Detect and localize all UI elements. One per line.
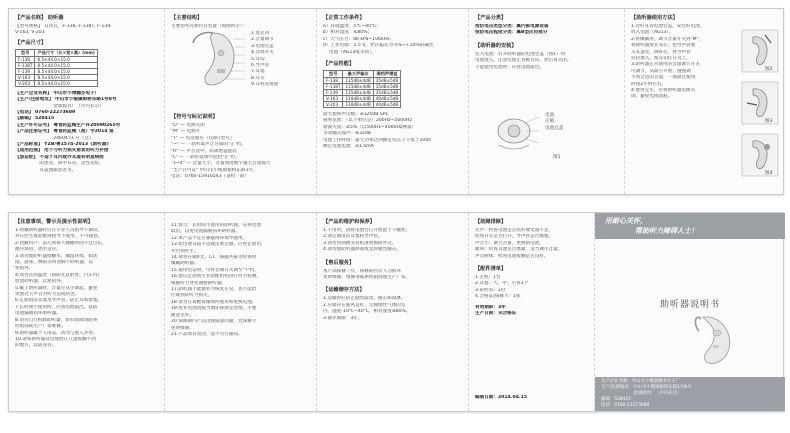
text-line: 疗或预防听力损失。	[171, 293, 213, 299]
text-line: 入耳道里，调好后，将导声管	[631, 49, 691, 55]
text-line: 声音断续：检查电池接触是否良好。	[475, 253, 549, 259]
text-line: 根据听力变化调整助听器。	[171, 280, 227, 286]
table-cell: V-163	[16, 74, 35, 80]
text-line: 并咨询医生。	[171, 248, 199, 254]
usage-steps	[631, 24, 739, 101]
company-info-block	[15, 91, 158, 174]
text-line: 放入电池（AG13）。	[631, 30, 674, 36]
text-line: 本产品保修一年，保修期内非人为损坏	[323, 268, 402, 274]
ear-figure-3-icon	[742, 134, 778, 176]
text-line: 【生产/注册地址】 中山市小榄镇银桥东路1号8号	[15, 97, 117, 103]
text-line: 6.定期清洁耳塞及导声管，防止耳垢堵塞。	[15, 298, 103, 304]
text-line: 2460473 号（注）	[15, 135, 94, 141]
text-line: 20.保修期内产品出现质量问题，凭保修卡	[171, 319, 257, 325]
panel-classification	[469, 9, 625, 194]
table-row	[324, 84, 401, 90]
accessories-heading: 【配件清单】	[475, 266, 507, 273]
text-line: 3.请勿使助听器接触水、潮湿环境，如洗	[15, 253, 98, 259]
panel-maintenance	[317, 213, 469, 411]
text-line: 【产品标准】 YZB/粤1574-2013《助听器》	[15, 142, 112, 148]
text-line: 21.产品如有改动，恕不另行通知。	[171, 331, 243, 337]
troubleshooting-heading: 【故障排除】	[475, 219, 507, 225]
panel-product-info	[9, 9, 165, 194]
table-row	[324, 78, 401, 84]
cover-slogan-1: 用耐心关怀，	[605, 217, 647, 225]
table-row	[324, 90, 401, 96]
text-line: 2.将佩戴用，调节音量开关到"M"，	[631, 36, 704, 42]
text-line: 将助听器放在耳后，把导声管塞	[631, 43, 696, 49]
table-cell: 8.5×44.0×15.0	[35, 56, 97, 62]
table-cell: 118dB±4dB	[343, 102, 373, 108]
size-table	[15, 49, 98, 87]
table-cell: F-138T	[324, 84, 343, 90]
text-line: 9.助听器属个人用品，请勿与他人共用。	[15, 330, 98, 336]
ear-figure-1-icon	[742, 30, 778, 72]
text-line: 突然过大声音对听力造成伤害。	[15, 292, 80, 298]
text-line: 4.使用完毕，应将助听器电源关	[631, 88, 696, 94]
text-line: "L" — 一款带低频中度档"正"档，	[171, 155, 241, 161]
text-line: 14.请勿在做X光、CT、核磁共振等检查时	[171, 255, 257, 261]
list-item: 8.开关	[251, 75, 265, 81]
performance-heading: 【产品性能】	[323, 61, 355, 68]
table-cell: V-203	[324, 102, 343, 108]
structure-heading: 【主要结构】	[171, 15, 203, 21]
text-line: 4.合格证/保修卡：1张	[475, 294, 521, 300]
text-line: "1~4" — 音量大小，音量刻度数字越大音量越大	[171, 161, 271, 167]
text-line: 16.建议定期到专业验配机构进行听力检测，	[171, 274, 261, 280]
text-line: 内，温度-10℃~40℃，相对湿度≤80%。	[323, 309, 411, 315]
edit-date-text: 编制日期：2014.04.15	[475, 394, 528, 400]
text-line: 耳道流脓患者等。	[15, 167, 77, 173]
text-line: 19.废弃电池请按当地环保规定处理，不要	[171, 306, 257, 312]
text-line: 8.请勿自行拆卸助听器，如有故障请联系	[15, 317, 98, 323]
performance-table	[323, 70, 401, 108]
text-line: 11.警告：长时间不使用的助听器，应将电池	[171, 223, 261, 228]
table-header-cell: 产品尺寸（长×宽×高）(mm)	[35, 49, 97, 56]
table-cell: 8.5×44.0×15.0	[35, 62, 97, 68]
text-line: 1.初戴助听器时应在专业人员指导下调试，	[15, 228, 103, 233]
panel-cover	[595, 213, 785, 411]
table-cell: F-139	[324, 90, 343, 96]
table-cell: 35dB±5dB	[373, 84, 401, 90]
usage-heading: 【助听器使用方法】	[631, 15, 678, 21]
text-line: 随意丢弃。	[171, 312, 194, 318]
hearing-aid-diagram-illustration	[183, 29, 245, 91]
table-cell: 35dB±5dB	[373, 90, 401, 96]
text-line: 2.耳塞：大、中、小各1个	[475, 281, 529, 287]
text-line: 1.运输时应防止剧烈震动、撞击和雨淋。	[323, 296, 406, 302]
table-header-row	[324, 71, 401, 78]
ear-usage-illustrations	[741, 29, 779, 179]
text-line: 的患者，如中耳炎、急性炎症、	[15, 161, 104, 167]
text-line: 无声：检查电池是否装好或电量不足，	[475, 228, 554, 233]
panel-precautions	[9, 213, 165, 411]
text-line: 电池漏液损坏助听器。	[15, 311, 61, 317]
table-header-row	[16, 49, 98, 56]
text-line: 佩戴助听器。	[171, 261, 199, 267]
text-line: 免费维修。	[171, 325, 194, 331]
model-spec-line: 【型号规格】 耳背式，F-138, F-138T, F-139,	[15, 24, 112, 29]
text-line: 4.请勿使助听器摔落或受到强烈撞击。	[323, 247, 401, 253]
text-line: 【适用范围】 用于与听力损失患者的听力补偿	[15, 148, 109, 154]
text-line: 3.说明书：1份	[475, 287, 506, 293]
production-date-text: 生产日期：见合格证	[475, 311, 517, 317]
storage-heading: 【运输储存方法】	[323, 287, 365, 294]
text-line: 金球模具厂（市内长宗）	[15, 103, 104, 109]
text-line: 免损坏。	[15, 266, 34, 272]
text-line: 放置助听器，以免损坏。	[15, 279, 66, 285]
table-row	[324, 102, 401, 108]
working-conditions-heading: 【正常工作条件】	[323, 15, 365, 21]
validity-text: 有效期限：3年	[475, 304, 506, 310]
text-line: "M" — 电源开	[171, 129, 201, 135]
text-line: 啸叫：检查耳塞是否塞紧，适当调小音量。	[475, 247, 563, 253]
table-cell: 8.5×44.0×15.0	[35, 74, 97, 80]
table-cell: 40dB±5dB	[373, 96, 401, 102]
text-line: 15.使用电话时，可将音调开关调至"T"档。	[171, 267, 259, 273]
list-item: 1.麦克风	[251, 31, 270, 36]
classification-heading: 【产品分类】	[475, 15, 507, 21]
text-line: 1.对好耳背电池仓盖，安装好电池，	[631, 24, 705, 29]
cover-company-line: 生产企业名称：中山市小榄镇腾杰电子厂	[601, 379, 681, 384]
text-line: 电池放入，注意电池正负极方向，然后再关闭。	[475, 58, 572, 64]
installation-heading: 【助听器的安装】	[475, 42, 517, 49]
list-item: 3.电池仓盖	[251, 43, 274, 49]
text-line: 谐波失真：≤5%（以500Hz~4000Hz测量）	[323, 124, 417, 130]
text-line: 18.请勿在易燃易爆场所使用和更换电池。	[171, 299, 257, 305]
battery-install-illustration	[489, 105, 539, 155]
figure-caption: 图4	[765, 171, 773, 176]
table-cell: V-203	[16, 80, 35, 86]
panel-warnings	[165, 213, 317, 411]
leaflet-sheet-top	[8, 8, 784, 195]
text-line: 1.不用时，请将电池仓打开放置于干燥处。	[323, 228, 411, 233]
panel-troubleshooting	[469, 213, 595, 411]
cover-phone-line: 电话：0760-22273689	[601, 403, 650, 408]
text-line: "T" — 电话感应（仅限T型号）	[171, 135, 235, 141]
table-cell: 35dB±5dB	[373, 78, 401, 84]
table-header-cell: 满档声增益	[373, 71, 401, 78]
text-line: 3.储存期限：3年。	[323, 315, 363, 321]
table-header-cell: 型号	[16, 49, 35, 56]
symbols-section	[171, 113, 310, 181]
structure-intro: 主要由外壳和传音装置（如图所示）：	[171, 24, 247, 29]
text-line: 13.如出现耳道不适或皮肤过敏，应停止使用，	[171, 242, 266, 248]
cover-bottom-band	[595, 377, 785, 411]
text-line: 按防电击类型分类：属内部电源设备	[475, 24, 549, 29]
text-line: 电池（AG13或等同）。	[323, 49, 376, 55]
text-line: 5.戴上助听器时，音量应从小调起，避免	[15, 285, 98, 291]
text-line: 额定电池电流：≤1.5mA	[323, 144, 374, 150]
text-line: 1.主机：1台	[475, 275, 501, 281]
text-line: 不能使用电池时，应将电池取出。	[475, 64, 544, 70]
text-line: 时间2小时左右。	[631, 81, 667, 87]
table-cell: F-138	[16, 56, 35, 62]
list-item: 2.音量调节	[251, 37, 274, 43]
text-line: 取出，以免电池漏液损坏助听器。	[171, 229, 240, 235]
text-line: 【生产许可证号】 粤食药监械生产许20090265号	[15, 122, 121, 128]
text-line: 闭，避免电池消耗。	[631, 94, 673, 100]
text-line: 检查开关是否打开，导声管是否堵塞。	[475, 234, 554, 240]
text-line: 按防电击程度分类：属B型应用部分	[475, 30, 548, 36]
text-line: 澡、游泳、淋雨等时请摘下助听器，以	[15, 260, 94, 266]
text-line: 最大饱和声压级：≤125dB SPL	[323, 112, 389, 118]
table-row	[324, 96, 401, 102]
text-line: c）大气压力：86 kPa~106kPa；	[323, 36, 394, 42]
list-item: 4.音调开关	[251, 50, 274, 56]
battery-callouts	[545, 113, 563, 132]
product-size-heading: 【产品尺寸】	[15, 39, 47, 46]
text-line: 循序渐进，逐步适应。	[15, 247, 61, 253]
text-line: 12.本产品不宜在强磁场环境中使用。	[171, 235, 248, 241]
text-line: 等效输入噪声：≤32dB	[323, 131, 371, 137]
cover-title: 助听器说明书	[659, 300, 720, 310]
callout-label: 正极	[545, 119, 555, 125]
text-line: 3.助听器正常使用的音量调节开关	[631, 62, 700, 68]
precautions-heading: 【注意事项、警示及提示性说明】	[15, 219, 93, 225]
maintenance-heading: 【产品的维护和保养】	[323, 219, 375, 225]
text-line: 经销商或生产厂家维修。	[15, 324, 66, 330]
table-header-cell: 最大声输出	[343, 71, 373, 78]
text-line: 【产品注册证号】 粤食药监械（准）字2014 第	[15, 129, 114, 135]
text-line: 【电话】 0760-22273689	[15, 110, 76, 116]
figure-caption: 图3	[765, 119, 773, 124]
model-spec-line-cont: V-163, V-203	[15, 30, 45, 36]
table-cell: 115dB±4dB	[343, 78, 373, 84]
text-line: 可调节，从最小开始，慢慢调	[631, 68, 691, 74]
text-line: 4.请勿在高温处（如阳光直射处、汽车内）	[15, 272, 103, 278]
text-line: b）相对湿度：≤80%；	[323, 30, 373, 36]
hearing-aid-product-illustration	[691, 311, 737, 367]
list-item: 7.耳塞	[251, 69, 265, 75]
text-line: d）工作电源：1.5 V，允许偏差为-5%~+10%的碱性	[323, 43, 434, 49]
callout-label: 电池仓盖	[545, 125, 564, 131]
ear-figure-2-icon	[742, 82, 778, 124]
cover-postcode-line: 邮编：528415	[601, 397, 631, 402]
text-line: 电池工作时间：最大功率达到额定电压下不低于200h	[323, 137, 432, 143]
text-line: 电话：0760-15916543（请检一联）	[171, 174, 250, 180]
parts-list	[251, 31, 278, 89]
table-cell: 115dB±4dB	[343, 90, 373, 96]
figure-caption: 图1	[553, 155, 561, 160]
cover-top-band	[595, 213, 785, 239]
figure-caption: 图2	[765, 67, 773, 72]
text-line: 2.请定期清洁耳塞和导声管。	[323, 234, 383, 240]
table-header-cell: 型号	[324, 71, 343, 78]
text-line: 3.请勿用酒精等有机溶剂擦拭外壳。	[323, 240, 397, 246]
panel-structure	[165, 9, 317, 194]
symbols-heading: 【符号与标记说明】	[171, 114, 218, 120]
text-line: 声音小：调大音量，更换新电池。	[475, 240, 544, 246]
table-cell: 118dB±4dB	[343, 96, 373, 102]
table-cell: 8.5×44.0×15.0	[35, 68, 97, 74]
text-line: 免费维修，维修请联系经销商或生产厂家。	[323, 275, 411, 281]
text-line: 17.助听器不能使听力恢复正常，也不能治	[171, 287, 257, 293]
table-cell: F-138	[324, 78, 343, 84]
text-line: 装入电池：打开助听器的电池仓盖（图1）将	[475, 51, 566, 57]
table-cell: F-139	[16, 68, 35, 74]
text-line: 2.初戴用户：前几周每天佩戴时间不宜过长，	[15, 240, 107, 246]
list-item: 6.导声管	[251, 63, 270, 69]
cover-address-line: 生产/注册地址：中山市小榄镇银桥东路1号8号	[601, 385, 692, 390]
table-row	[16, 80, 98, 86]
cover-slogan-2: 帮助听力障碍人士！	[635, 227, 698, 235]
service-heading: 【售后服务】	[323, 259, 355, 266]
callout-label: 电池	[545, 113, 555, 118]
cover-address-line-cont: 金球模具厂（市内长宗）	[601, 391, 682, 396]
text-line: 频率范围：（以下单位是）200Hz~5000Hz	[323, 118, 412, 124]
table-cell: 115dB±4dB	[343, 84, 373, 90]
leaflet-sheet-bottom	[8, 212, 784, 412]
text-line: 的地方，以防误吞。	[15, 343, 57, 349]
list-item: 5.耳钩	[251, 56, 265, 62]
text-line: "生产许可证" 中山市小榄镇银桥东路1号，	[171, 167, 258, 173]
text-line: 【生产企业名称】 中山市小博腾杰电子厂	[15, 90, 100, 96]
text-line: 【邮编】 528415	[15, 116, 55, 122]
text-line: 【禁忌症】 不适于耳内或外耳道有明显病症	[15, 154, 104, 160]
text-line: 7.长时间不使用时，应将电池取出，以防	[15, 304, 98, 310]
text-line: 节到合适的音量，一般最佳使用	[631, 75, 696, 81]
table-cell: 8.5×44.0×15.0	[35, 80, 97, 86]
text-line: 10.请将助听器及电池放在儿童接触不到	[15, 336, 96, 342]
text-line: 2.应储存在通风良好、无腐蚀性气体的室	[323, 302, 406, 308]
list-item: 9.耳机连接座	[251, 82, 279, 88]
text-line: 轻轻塞入，使耳钩挂在耳上。	[631, 56, 691, 62]
text-line: a）环境温度：5℃~40℃；	[323, 24, 381, 29]
table-cell: 40dB±5dB	[373, 102, 401, 108]
text-line: 并在医生或验配师指导下使用，不可随意。	[15, 234, 103, 240]
panel-usage	[625, 9, 785, 194]
panel-performance	[317, 9, 469, 194]
table-cell: V-163	[324, 96, 343, 102]
product-name-heading: 【产品名称】 助听器	[15, 15, 64, 21]
text-line: "H" — 声音适中，高频增益提高	[171, 148, 237, 154]
table-cell: F-138T	[16, 62, 35, 68]
text-line: "O" — 电源关闭	[171, 123, 205, 128]
text-line: "~" — 一款听取声音分离的"正"档，	[171, 142, 246, 148]
